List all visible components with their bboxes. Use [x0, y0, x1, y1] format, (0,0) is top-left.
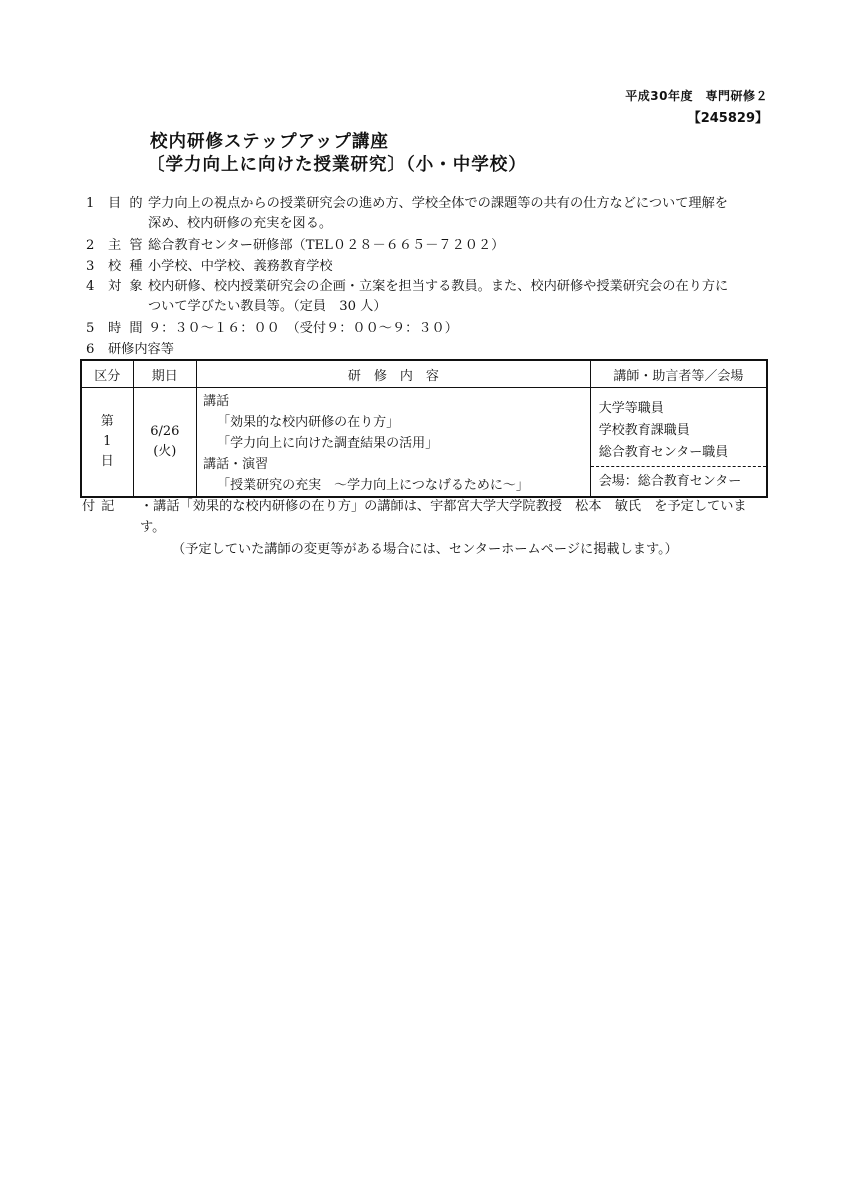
content-line: 講話・演習 — [203, 457, 269, 472]
division-char: 1 — [103, 434, 112, 449]
venue: 会場：総合教育センター — [591, 466, 766, 492]
table-row — [81, 388, 767, 498]
content-line: 「効果的な校内研修の在り方」 — [217, 415, 400, 430]
item-number: 4 — [86, 279, 95, 294]
item-number: 3 — [86, 259, 95, 274]
note-subtext: （予定していた講師の変更等がある場合には、センターホームページに掲載します。） — [172, 542, 678, 557]
course-code: 【245829】 — [687, 111, 768, 126]
lecturer-list — [591, 388, 766, 466]
item-purpose — [86, 194, 728, 231]
header-lecturer: 講師・助言者等／会場 — [590, 360, 767, 388]
content-cell — [197, 388, 591, 498]
note-section — [82, 496, 747, 557]
note-text: ・講話「効果的な校内研修の在り方」の講師は、宇都宮大学大学院教授 松本 敏氏 を予定していま す。 — [140, 499, 747, 535]
item-time — [86, 319, 458, 339]
division-cell — [81, 388, 133, 498]
item-text: ９：３０～１６：００ （受付９：００～９：３０） — [148, 321, 458, 336]
lecturer-cell — [590, 388, 767, 498]
item-label: 主 管 — [108, 238, 145, 253]
program-label: 平成30年度 専門研修２ — [625, 89, 768, 103]
item-text: 総合教育センター研修部（TEL０２８－６６５－７２０２） — [148, 238, 505, 253]
lecturer-item: 総合教育センター職員 — [598, 445, 729, 460]
course-subtitle: 〔学力向上に向けた授業研究〕（小・中学校） — [147, 155, 527, 175]
lecturer-item: 大学等職員 — [598, 401, 664, 416]
item-text: 小学校、中学校、義務教育学校 — [148, 259, 333, 274]
note-label: 付記 — [82, 499, 121, 514]
weekday: (火) — [153, 444, 177, 459]
item-number: 5 — [86, 321, 95, 336]
item-label: 時 間 — [108, 321, 145, 336]
item-number: 2 — [86, 238, 95, 253]
content-line: 講話 — [203, 394, 230, 409]
item-text: 校内研修、校内授業研究会の企画・立案を担当する教員。また、校内研修や授業研究会の在り方に ついて学びたい教員等。（定員 30 人） — [148, 279, 729, 314]
table-header-row — [81, 360, 767, 388]
course-title: 校内研修ステップアップ講座 — [150, 132, 389, 152]
item-label: 研修内容等 — [108, 342, 174, 357]
item-text: 学力向上の視点からの授業研究会の進め方、学校全体での課題等の共有の仕方などについて理解を 深め、校内研修の充実を図る。 — [148, 196, 728, 231]
header-division: 区分 — [81, 360, 133, 388]
item-contents — [86, 340, 174, 360]
division-char: 第 — [100, 414, 114, 429]
content-line: 「学力向上に向けた調査結果の活用」 — [217, 436, 439, 451]
division-char: 日 — [100, 454, 114, 469]
schedule-table — [80, 359, 768, 498]
item-label: 対 象 — [108, 279, 145, 294]
item-organizer — [86, 236, 505, 256]
item-target — [86, 277, 729, 314]
date-value: 6/26 — [150, 424, 180, 439]
item-school-type — [86, 257, 333, 277]
item-label: 校 種 — [108, 259, 145, 274]
header-date: 期日 — [133, 360, 197, 388]
item-label: 目 的 — [108, 196, 145, 211]
item-number: 1 — [86, 196, 95, 211]
content-line: 「授業研究の充実 ～学力向上につなげるために～」 — [217, 478, 529, 493]
header-content: 研 修 内 容 — [197, 360, 591, 388]
date-cell — [133, 388, 197, 498]
lecturer-item: 学校教育課職員 — [598, 423, 690, 438]
item-number: 6 — [86, 342, 95, 357]
